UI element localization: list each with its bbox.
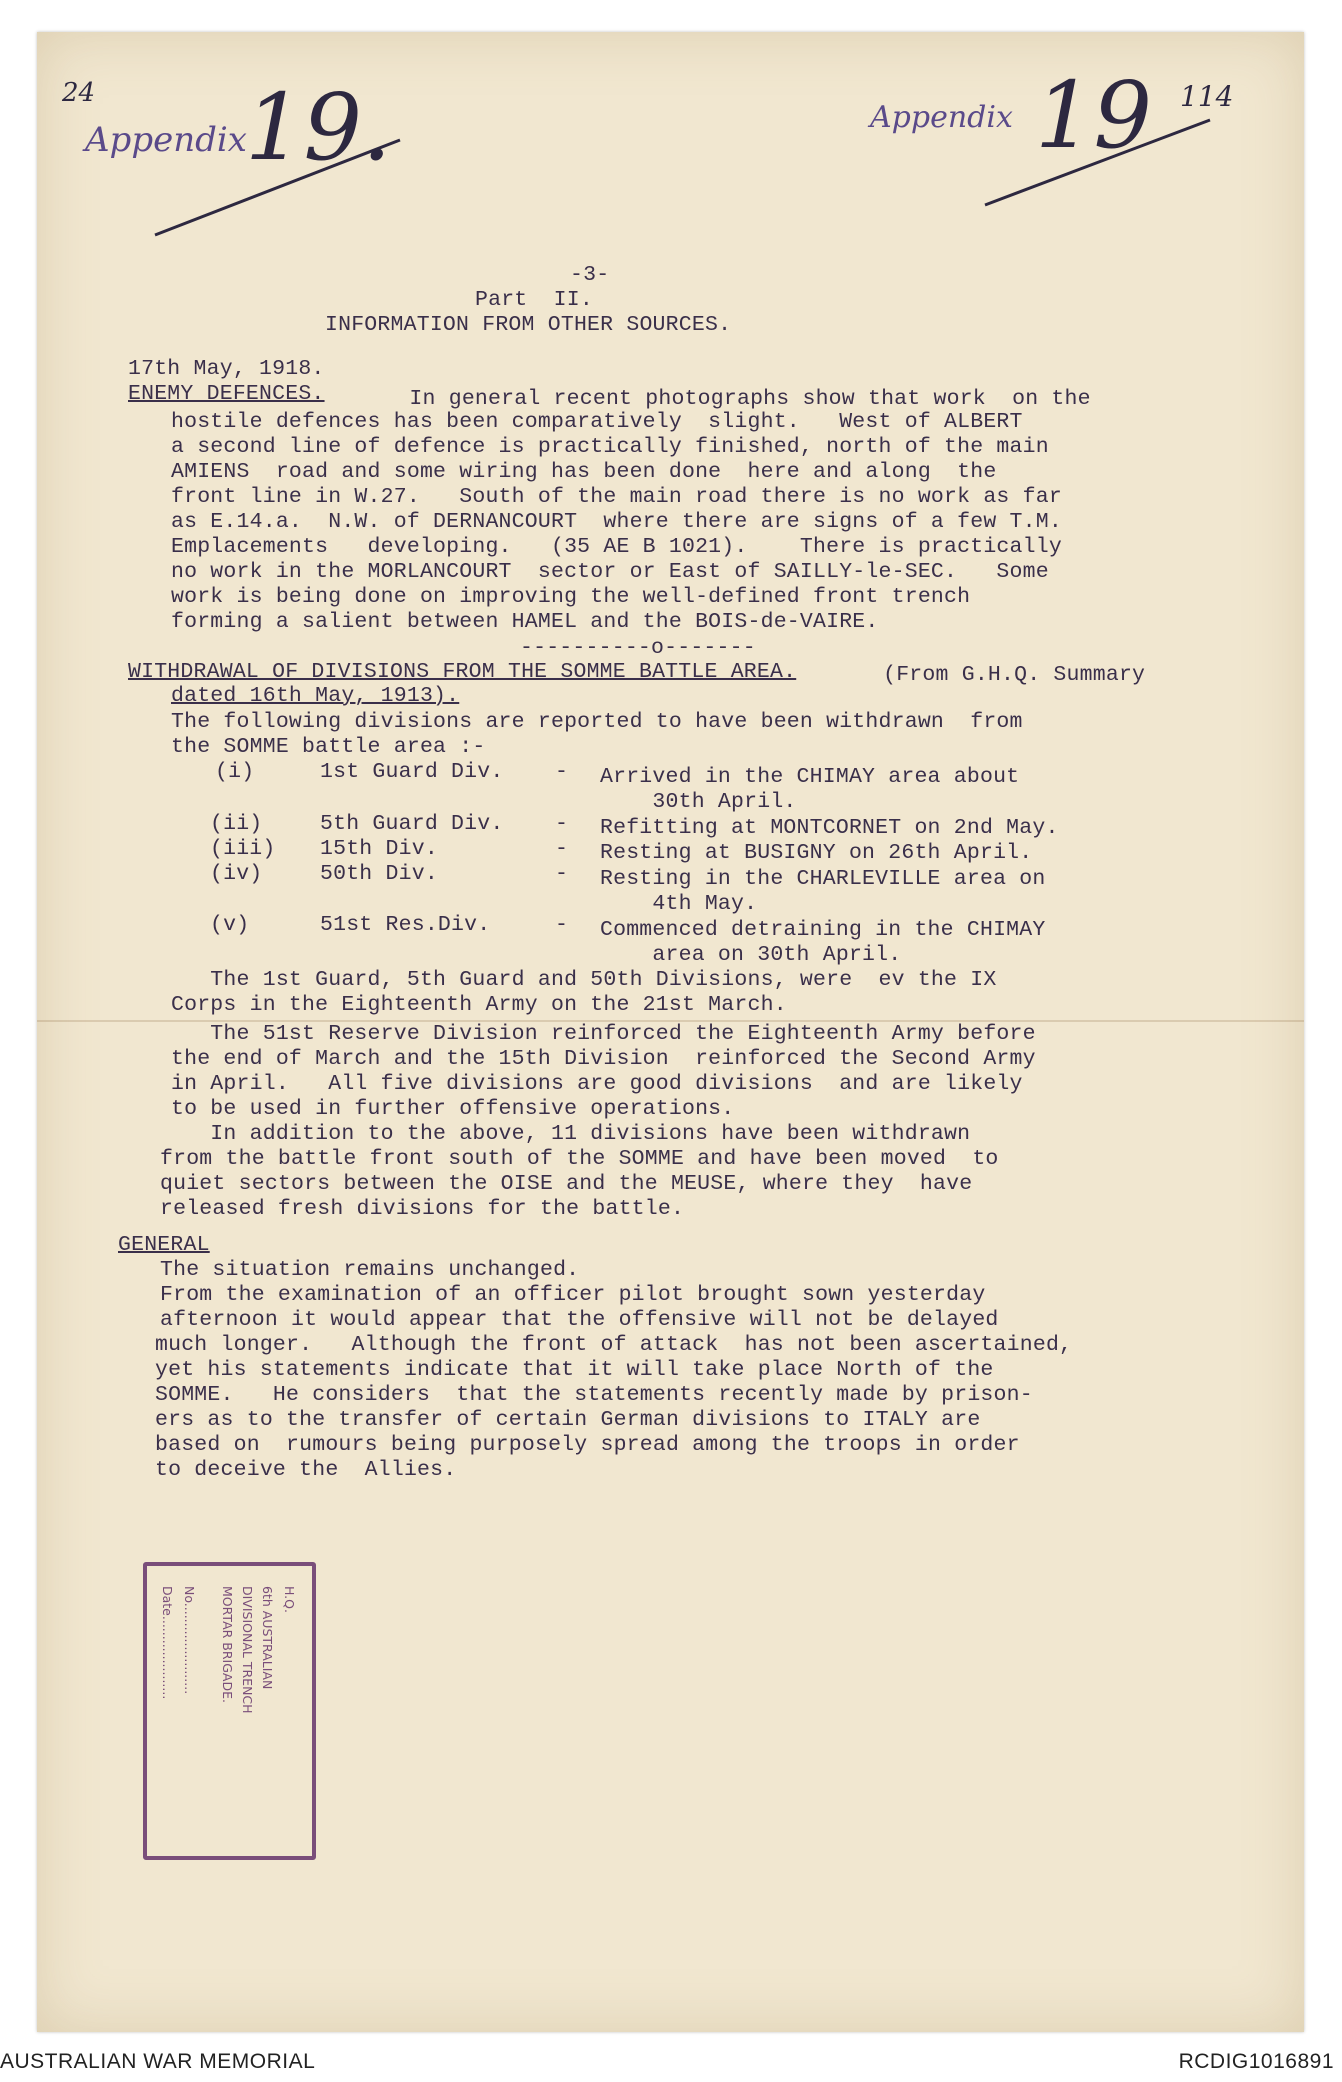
withdrawal-paragraph-line: In addition to the above, 11 divisions have been withdrawn (171, 1122, 971, 1146)
item-dash: - (555, 760, 569, 784)
pencil-stroke-left (150, 120, 410, 250)
item-text: Resting at BUSIGNY on 26th April. (600, 841, 1033, 865)
appendix-stamp-left: Appendix (85, 120, 247, 160)
withdrawal-paragraph-line: quiet sectors between the OISE and the MEUSE, where they have (160, 1172, 973, 1196)
enemy-defences-line: hostile defences has been comparatively slight. West of ALBERT (171, 410, 1023, 434)
withdrawal-paragraph-line: from the battle front south of the SOMME and have been moved to (160, 1147, 999, 1171)
withdrawal-source: (From G.H.Q. Summary (870, 663, 1146, 687)
enemy-defences-line: work is being done on improving the well-defined front trench (171, 585, 971, 609)
footer-source: AUSTRALIAN WAR MEMORIAL (0, 2050, 316, 2073)
withdrawal-paragraph-line: The 51st Reserve Division reinforced the Eighteenth Army before (171, 1022, 1036, 1046)
section-title-withdrawal: WITHDRAWAL OF DIVISIONS FROM THE SOMME BATTLE AREA. (128, 660, 797, 684)
page-number: -3- (570, 263, 610, 287)
withdrawal-dated: dated 16th May, 1913). (171, 684, 460, 708)
stamp-line: Date..................... (160, 1586, 175, 1700)
item-text: Resting in the CHARLEVILLE area on (600, 867, 1046, 891)
item-text: 4th May. (600, 892, 758, 916)
item-division: 51st Res.Div. (320, 913, 491, 937)
item-dash: - (555, 837, 569, 861)
footer-id: RCDIG1016891 (1178, 2050, 1334, 2073)
appendix-stamp-right: Appendix (870, 100, 1013, 135)
item-dash: - (555, 812, 569, 836)
stamp-line: 6th AUSTRALIAN (260, 1586, 275, 1690)
section-title-enemy-defences: ENEMY DEFENCES. (128, 382, 325, 406)
enemy-defences-line: no work in the MORLANCOURT sector or East of SAILLY-le-SEC. Some (171, 560, 1049, 584)
enemy-defences-line: a second line of defence is practically finished, north of the main (171, 435, 1049, 459)
part-label: Part II. (475, 288, 593, 312)
item-text: area on 30th April. (600, 943, 902, 967)
general-line: afternoon it would appear that the offensive will not be delayed (160, 1308, 999, 1332)
withdrawal-paragraph-line: the end of March and the 15th Division reinforced the Second Army (171, 1047, 1036, 1071)
item-number: (i) (215, 760, 255, 784)
item-dash: - (555, 862, 569, 886)
withdrawal-intro: The following divisions are reported to have been withdrawn from (171, 710, 1023, 734)
item-division: 5th Guard Div. (320, 812, 504, 836)
stamp-line: MORTAR BRIGADE. (220, 1586, 235, 1703)
withdrawal-paragraph-line: The 1st Guard, 5th Guard and 50th Divisions, were ev the IX (171, 968, 997, 992)
withdrawal-paragraph-line: to be used in further offensive operations. (171, 1097, 735, 1121)
page-heading: INFORMATION FROM OTHER SOURCES. (325, 313, 732, 337)
stamp-line: No....................... (182, 1586, 197, 1695)
item-number: (iv) (210, 862, 263, 886)
item-dash: - (555, 913, 569, 937)
general-line: From the examination of an officer pilot brought sown yesterday (160, 1283, 986, 1307)
item-division: 50th Div. (320, 862, 438, 886)
handwritten-number: 24 (62, 78, 96, 108)
general-line: The situation remains unchanged. (160, 1258, 580, 1282)
withdrawal-paragraph-line: released fresh divisions for the battle. (160, 1197, 685, 1221)
section-title-general: GENERAL (118, 1233, 210, 1257)
folio-number: 114 (1180, 80, 1234, 113)
pencil-stroke-right (980, 110, 1220, 220)
stamp-line: DIVISIONAL TRENCH (240, 1586, 255, 1714)
item-text: 30th April. (600, 790, 797, 814)
enemy-defences-line: forming a salient between HAMEL and the BOIS-de-VAIRE. (171, 610, 879, 634)
document-date: 17th May, 1918. (128, 357, 325, 381)
item-division: 15th Div. (320, 837, 438, 861)
enemy-defences-line: In general recent photographs show that work on the (357, 387, 1091, 411)
item-text: Arrived in the CHIMAY area about (600, 765, 1020, 789)
item-number: (ii) (210, 812, 263, 836)
handwritten-appendix-number-right: 19 (1035, 62, 1153, 169)
general-line: to deceive the Allies. (155, 1458, 457, 1482)
hq-rubber-stamp (143, 1562, 316, 1860)
item-text: Commenced detraining in the CHIMAY (600, 918, 1046, 942)
general-line: much longer. Although the front of attack has not been ascertained, (155, 1333, 1073, 1357)
enemy-defences-line: Emplacements developing. (35 AE B 1021). There is practically (171, 535, 1062, 559)
stamp-line: H.Q. (282, 1586, 297, 1613)
withdrawal-paragraph-line: in April. All five divisions are good divisions and are likely (171, 1072, 1023, 1096)
item-number: (v) (210, 913, 250, 937)
general-line: yet his statements indicate that it will take place North of the (155, 1358, 994, 1382)
withdrawal-paragraph-line: Corps in the Eighteenth Army on the 21st March. (171, 993, 787, 1017)
separator: ----------o------- (520, 636, 756, 660)
item-text: Refitting at MONTCORNET on 2nd May. (600, 816, 1059, 840)
enemy-defences-line: front line in W.27. South of the main road there is no work as far (171, 485, 1062, 509)
general-line: ers as to the transfer of certain German divisions to ITALY are (155, 1408, 981, 1432)
enemy-defences-line: as E.14.a. N.W. of DERNANCOURT where there are signs of a few T.M. (171, 510, 1062, 534)
item-number: (iii) (210, 837, 276, 861)
general-line: SOMME. He considers that the statements recently made by prison- (155, 1383, 1033, 1407)
general-line: based on rumours being purposely spread among the troops in order (155, 1433, 1020, 1457)
item-division: 1st Guard Div. (320, 760, 504, 784)
enemy-defences-line: AMIENS road and some wiring has been done here and along the (171, 460, 997, 484)
withdrawal-intro: the SOMME battle area :- (171, 735, 486, 759)
handwritten-appendix-number-left: 19. (245, 74, 392, 181)
